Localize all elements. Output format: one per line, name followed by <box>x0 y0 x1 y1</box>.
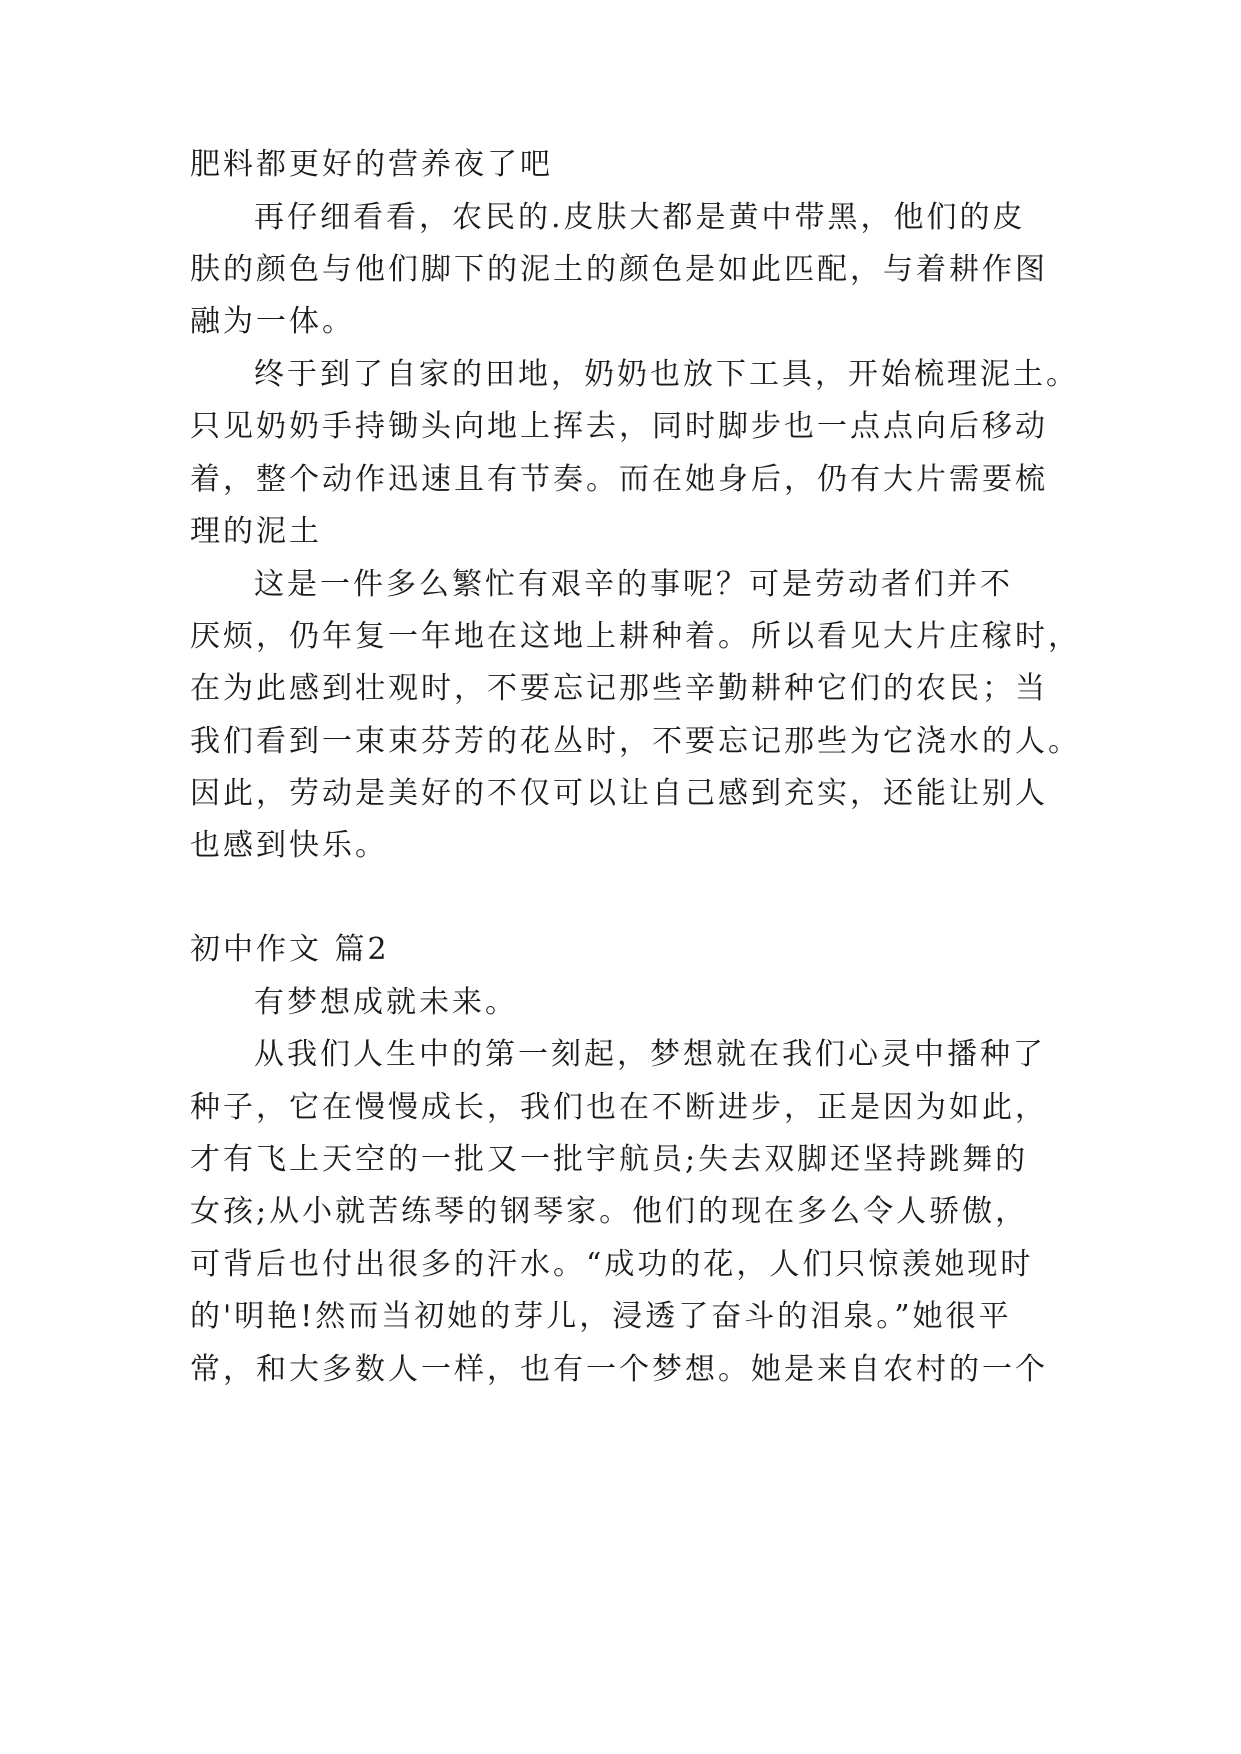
paragraph-line: 可背后也付出很多的汗水。“成功的花，人们只惊羡她现时 <box>190 1247 1034 1282</box>
paragraph-line: 的'明艳!然而当初她的芽儿，浸透了奋斗的泪泉。”她很平 <box>190 1299 1012 1334</box>
paragraph-line: 肤的颜色与他们脚下的泥土的颜色是如此匹配，与着耕作图 <box>190 252 1048 287</box>
paragraph-line: 在为此感到壮观时，不要忘记那些辛勤耕种它们的农民；当 <box>190 671 1048 706</box>
paragraph-line: 融为一体。 <box>190 304 355 339</box>
paragraph-line: 理的泥土 <box>190 514 322 549</box>
paragraph-line: 种子，它在慢慢成长，我们也在不断进步，正是因为如此， <box>190 1090 1048 1125</box>
paragraph-line: 因此，劳动是美好的不仅可以让自己感到充实，还能让别人 <box>190 776 1048 811</box>
paragraph-line: 从我们人生中的第一刻起，梦想就在我们心灵中播种了 <box>254 1037 1046 1072</box>
paragraph-line: 厌烦，仍年复一年地在这地上耕种着。所以看见大片庄稼时， <box>190 619 1081 654</box>
paragraph-line: 肥料都更好的营养夜了吧 <box>190 147 553 182</box>
paragraph-line: 只见奶奶手持锄头向地上挥去，同时脚步也一点点向后移动 <box>190 409 1048 444</box>
paragraph-line: 终于到了自家的田地，奶奶也放下工具，开始梳理泥土。 <box>254 357 1079 392</box>
paragraph-line: 也感到快乐。 <box>190 828 388 863</box>
paragraph-line: 我们看到一束束芬芳的花丛时，不要忘记那些为它浇水的人。 <box>190 724 1081 759</box>
paragraph-line: 才有飞上天空的一批又一批宇航员;失去双脚还坚持跳舞的 <box>190 1142 1029 1177</box>
paragraph-line: 女孩;从小就苦练琴的钢琴家。他们的现在多么令人骄傲， <box>190 1194 1029 1229</box>
paragraph-line: 有梦想成就未来。 <box>254 985 518 1020</box>
section-heading: 初中作文 篇2 <box>190 932 390 967</box>
paragraph-line: 再仔细看看，农民的.皮肤大都是黄中带黑，他们的皮 <box>254 200 1026 235</box>
paragraph-line: 这是一件多么繁忙有艰辛的事呢？可是劳动者们并不 <box>254 567 1013 602</box>
paragraph-line: 着，整个动作迅速且有节奏。而在她身后，仍有大片需要梳 <box>190 462 1048 497</box>
paragraph-line: 常，和大多数人一样，也有一个梦想。她是来自农村的一个 <box>190 1352 1048 1387</box>
